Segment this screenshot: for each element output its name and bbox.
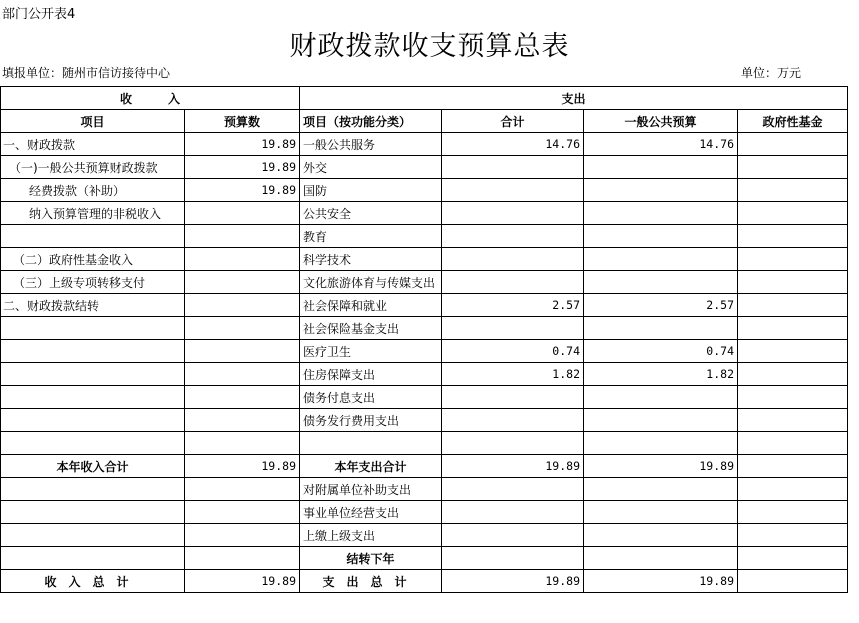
col-total: 合计 (442, 110, 584, 133)
income-value (185, 386, 300, 409)
expense-general (584, 179, 738, 202)
income-item (1, 524, 185, 547)
expense-general: 14.76 (584, 133, 738, 156)
income-item (1, 547, 185, 570)
expense-total (442, 547, 584, 570)
page-title: 财政拨款收支预算总表 (289, 31, 570, 62)
expense-item (300, 432, 442, 455)
income-item (1, 478, 185, 501)
expense-item: 事业单位经营支出 (300, 501, 442, 524)
expense-general (584, 409, 738, 432)
expense-item: 公共安全 (300, 202, 442, 225)
expense-general (584, 271, 738, 294)
table-row (1, 363, 848, 386)
expense-general (584, 524, 738, 547)
expense-fund (738, 432, 848, 455)
income-value (185, 271, 300, 294)
expense-total (442, 202, 584, 225)
expense-fund (738, 133, 848, 156)
income-grand-total-label: 收入总计 (1, 570, 185, 593)
income-value: 19.89 (185, 179, 300, 202)
expense-general (584, 501, 738, 524)
table-row (1, 202, 848, 225)
expense-grand-total-label: 支出总计 (300, 570, 442, 593)
expense-fund (738, 340, 848, 363)
income-item (1, 386, 185, 409)
expense-general (584, 386, 738, 409)
expense-fund (738, 225, 848, 248)
table-row (1, 409, 848, 432)
expense-total (442, 386, 584, 409)
expense-fund (738, 294, 848, 317)
income-item: 经费拨款（补助） (1, 179, 185, 202)
expense-total (442, 409, 584, 432)
expense-item: 债务付息支出 (300, 386, 442, 409)
table-row (1, 271, 848, 294)
expense-fund (738, 524, 848, 547)
expense-general (584, 547, 738, 570)
table-row (1, 317, 848, 340)
expense-item: 国防 (300, 179, 442, 202)
expense-fund (738, 501, 848, 524)
header-row-1 (1, 87, 848, 110)
expense-total (442, 501, 584, 524)
expense-total (442, 248, 584, 271)
expense-year-total-label: 本年支出合计 (300, 455, 442, 478)
expense-fund (738, 271, 848, 294)
income-value (185, 225, 300, 248)
income-item: 二、财政拨款结转 (1, 294, 185, 317)
expense-general: 2.57 (584, 294, 738, 317)
income-item (1, 363, 185, 386)
income-value (185, 524, 300, 547)
expense-fund (738, 478, 848, 501)
expense-item: 医疗卫生 (300, 340, 442, 363)
income-year-total-value: 19.89 (185, 455, 300, 478)
carry-forward-row (1, 547, 848, 570)
income-value: 19.89 (185, 156, 300, 179)
expense-item: 一般公共服务 (300, 133, 442, 156)
table-row (1, 133, 848, 156)
expense-year-fund (738, 455, 848, 478)
income-value: 19.89 (185, 133, 300, 156)
expense-item: 科学技术 (300, 248, 442, 271)
income-item (1, 409, 185, 432)
income-value (185, 547, 300, 570)
header-row-2 (1, 110, 848, 133)
expense-fund (738, 202, 848, 225)
income-item (1, 225, 185, 248)
col-item: 项目 (1, 110, 185, 133)
expense-total (442, 156, 584, 179)
expense-general (584, 478, 738, 501)
expense-total (442, 478, 584, 501)
income-grand-total-value: 19.89 (185, 570, 300, 593)
expense-item: 债务发行费用支出 (300, 409, 442, 432)
expense-fund (738, 156, 848, 179)
expense-grand-general: 19.89 (584, 570, 738, 593)
income-value (185, 317, 300, 340)
income-value (185, 432, 300, 455)
expense-item: 文化旅游体育与传媒支出 (300, 271, 442, 294)
expense-general: 0.74 (584, 340, 738, 363)
income-year-total-label: 本年收入合计 (1, 455, 185, 478)
table-row (1, 248, 848, 271)
expense-general (584, 225, 738, 248)
expense-item: 社会保障和就业 (300, 294, 442, 317)
expense-grand-fund (738, 570, 848, 593)
col-general: 一般公共预算 (584, 110, 738, 133)
expense-fund (738, 409, 848, 432)
income-item (1, 432, 185, 455)
table-row (1, 179, 848, 202)
table-row (1, 156, 848, 179)
income-item (1, 501, 185, 524)
income-value (185, 294, 300, 317)
income-item: （三）上级专项转移支付 (1, 271, 185, 294)
income-value (185, 248, 300, 271)
income-value (185, 409, 300, 432)
carry-forward-label: 结转下年 (300, 547, 442, 570)
report-tag: 部门公开表4 (2, 7, 76, 22)
expense-total: 2.57 (442, 294, 584, 317)
expense-total (442, 524, 584, 547)
income-item: 一、财政拨款 (1, 133, 185, 156)
expense-item: 教育 (300, 225, 442, 248)
income-item (1, 340, 185, 363)
year-total-row (1, 455, 848, 478)
reporting-unit: 填报单位：随州市信访接待中心 (2, 66, 171, 80)
expense-fund (738, 317, 848, 340)
income-value (185, 340, 300, 363)
income-item: （二）政府性基金收入 (1, 248, 185, 271)
table-row (1, 340, 848, 363)
expense-total: 0.74 (442, 340, 584, 363)
col-fund: 政府性基金 (738, 110, 848, 133)
expense-total (442, 225, 584, 248)
income-value (185, 478, 300, 501)
expense-general (584, 317, 738, 340)
income-value (185, 501, 300, 524)
expense-total (442, 317, 584, 340)
expense-total: 1.82 (442, 363, 584, 386)
table-row (1, 294, 848, 317)
expense-general (584, 432, 738, 455)
expense-item: 对附属单位补助支出 (300, 478, 442, 501)
expense-fund (738, 386, 848, 409)
income-value (185, 202, 300, 225)
expense-header: 支出 (300, 87, 848, 110)
col-budget: 预算数 (185, 110, 300, 133)
expense-fund (738, 363, 848, 386)
table-row (1, 524, 848, 547)
expense-general (584, 156, 738, 179)
income-item: （一)一般公共预算财政拨款 (1, 156, 185, 179)
expense-item: 社会保险基金支出 (300, 317, 442, 340)
expense-year-general: 19.89 (584, 455, 738, 478)
expense-item: 上缴上级支出 (300, 524, 442, 547)
budget-table (0, 86, 848, 593)
income-item (1, 317, 185, 340)
table-row (1, 501, 848, 524)
expense-general (584, 248, 738, 271)
table-row (1, 432, 848, 455)
income-value (185, 363, 300, 386)
expense-total (442, 271, 584, 294)
grand-total-row (1, 570, 848, 593)
expense-general: 1.82 (584, 363, 738, 386)
expense-general (584, 202, 738, 225)
expense-fund (738, 179, 848, 202)
income-header: 收 入 (1, 87, 300, 110)
expense-total (442, 432, 584, 455)
table-row (1, 478, 848, 501)
expense-item: 外交 (300, 156, 442, 179)
expense-year-total: 19.89 (442, 455, 584, 478)
income-item: 纳入预算管理的非税收入 (1, 202, 185, 225)
expense-item: 住房保障支出 (300, 363, 442, 386)
expense-grand-total: 19.89 (442, 570, 584, 593)
table-row (1, 386, 848, 409)
expense-total (442, 179, 584, 202)
expense-fund (738, 248, 848, 271)
expense-fund (738, 547, 848, 570)
col-func-item: 项目（按功能分类） (300, 110, 442, 133)
table-row (1, 225, 848, 248)
currency-unit: 单位：万元 (741, 66, 802, 80)
expense-total: 14.76 (442, 133, 584, 156)
